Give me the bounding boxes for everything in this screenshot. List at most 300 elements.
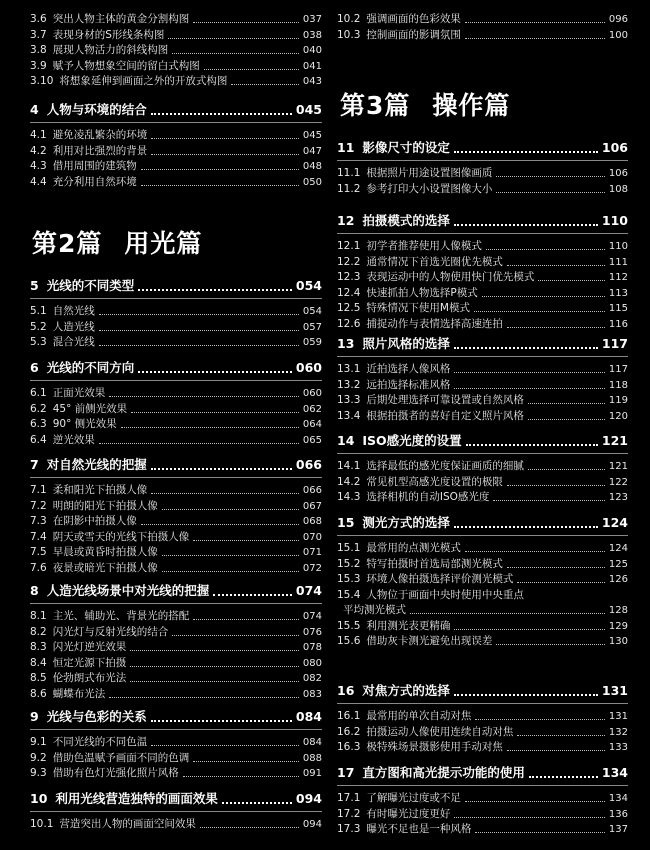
dot-leader xyxy=(183,776,299,777)
entry-page: 116 xyxy=(608,318,628,330)
toc-entry xyxy=(337,239,628,255)
entry-title: 捕捉动作与表情选择高速连拍 xyxy=(366,317,503,330)
chapter-number: 13 xyxy=(337,336,355,351)
entry-number: 3.10 xyxy=(30,75,54,87)
entry-title: 后期处理选择可靠设置或自然风格 xyxy=(366,394,524,406)
dot-leader xyxy=(528,419,605,420)
toc-entry xyxy=(30,640,322,656)
toc-chapter-13 xyxy=(337,334,628,424)
chapter-rule xyxy=(337,233,628,234)
toc-chapter-9 xyxy=(30,707,322,782)
dot-leader xyxy=(454,372,605,373)
dot-leader xyxy=(151,468,292,470)
chapter-heading xyxy=(30,276,322,296)
dot-leader xyxy=(172,53,299,54)
dot-leader xyxy=(454,224,598,226)
toc-chapter-11 xyxy=(337,138,628,197)
dot-leader xyxy=(475,832,605,833)
entry-title: 柔和阳光下拍摄人像 xyxy=(52,484,148,496)
dot-leader xyxy=(496,192,605,193)
toc-chapter-7 xyxy=(30,455,322,576)
chapter-page: 124 xyxy=(601,515,628,530)
entry-title: 借用周围的建筑物 xyxy=(52,160,137,172)
entry-title: 阴天或雪天的光线下拍摄人像 xyxy=(52,530,190,543)
entry-number: 15.1 xyxy=(337,542,361,554)
toc-entry xyxy=(337,725,628,741)
toc-entry xyxy=(337,393,628,409)
toc-entry xyxy=(30,687,322,703)
toc-entry xyxy=(337,822,628,838)
entry-title: 拍摄运动人像使用连续自动对焦 xyxy=(366,725,514,738)
entry-page: 112 xyxy=(608,272,628,283)
toc-entry xyxy=(30,74,322,90)
toc-entry xyxy=(337,709,628,725)
entry-title: 远拍选择标准风格 xyxy=(366,378,451,391)
dot-leader xyxy=(131,412,299,413)
toc-chapter-5 xyxy=(30,276,322,351)
entry-number: 5.1 xyxy=(30,305,47,317)
entry-number: 7.3 xyxy=(30,515,47,527)
dot-leader xyxy=(151,720,292,722)
chapter-rule xyxy=(337,356,628,357)
toc-entry xyxy=(30,43,322,59)
chapter-heading xyxy=(337,334,628,354)
entry-page: 054 xyxy=(302,306,322,317)
entry-number: 4.1 xyxy=(30,129,47,141)
toc-chapter-10 xyxy=(30,789,322,833)
dot-leader xyxy=(172,635,299,636)
chapter-page: 121 xyxy=(601,433,628,448)
dot-leader xyxy=(410,613,605,614)
chapter-rule xyxy=(30,380,322,381)
toc-chapter-6 xyxy=(30,358,322,448)
dot-leader xyxy=(99,345,299,346)
chapter-number: 11 xyxy=(337,140,355,155)
entry-page: 066 xyxy=(302,485,322,496)
entry-title: 参考打印大小设置图像大小 xyxy=(366,182,493,195)
part-title-2 xyxy=(32,224,202,260)
entry-number: 10.2 xyxy=(337,13,361,25)
entry-page: 048 xyxy=(302,161,322,172)
toc-entry xyxy=(337,317,628,333)
entry-number: 8.5 xyxy=(30,672,47,684)
toc-entry xyxy=(30,402,322,418)
entry-page: 128 xyxy=(608,605,628,616)
dot-leader xyxy=(162,509,299,510)
dot-leader xyxy=(465,38,605,39)
chapter-page: 060 xyxy=(295,360,322,375)
entry-title: 表现身材的S形线条构图 xyxy=(52,28,165,41)
chapter-number: 12 xyxy=(337,213,355,228)
dot-leader xyxy=(141,185,299,186)
entry-page: 113 xyxy=(608,287,628,299)
entry-page: 043 xyxy=(302,76,322,87)
chapter-rule xyxy=(30,811,322,812)
entry-title: 快速抓拍人物选择P模式 xyxy=(366,286,478,299)
chapter-title: 测光方式的选择 xyxy=(362,515,450,530)
entry-page: 106 xyxy=(608,168,628,179)
entry-title: 最常用的点测光模式 xyxy=(366,542,461,554)
entry-number: 15.3 xyxy=(337,573,361,585)
entry-title: 人物位于画面中央时使用中央重点 xyxy=(366,588,524,601)
toc-entry xyxy=(337,12,628,28)
entry-title: 近拍选择人像风格 xyxy=(366,363,451,375)
dot-leader xyxy=(138,371,292,373)
entry-number: 9.1 xyxy=(30,736,47,748)
entry-number: 12.1 xyxy=(337,240,361,252)
entry-page: 076 xyxy=(302,626,322,638)
part-name: 用光篇 xyxy=(124,229,203,258)
entry-page: 117 xyxy=(608,364,628,375)
chapter-number: 4 xyxy=(30,102,39,117)
entry-number: 16.2 xyxy=(337,725,361,738)
chapter-page: 106 xyxy=(601,140,628,155)
entry-number: 4.3 xyxy=(30,160,47,172)
dot-leader xyxy=(454,526,598,528)
entry-page: 126 xyxy=(608,574,628,585)
entry-number: 14.3 xyxy=(337,491,361,503)
toc-entry xyxy=(337,166,628,182)
entry-number: 8.3 xyxy=(30,641,47,653)
entry-number: 10.3 xyxy=(337,28,361,41)
entry-number: 8.2 xyxy=(30,625,47,638)
dot-leader xyxy=(507,750,605,751)
entry-title: 环境人像拍摄选择评价测光模式 xyxy=(366,573,514,585)
toc-entry xyxy=(30,735,322,751)
entry-page: 096 xyxy=(608,14,628,25)
entry-title: 通常情况下首选光圈优先模式 xyxy=(366,255,503,268)
entry-page: 074 xyxy=(302,611,322,622)
toc-entry xyxy=(337,270,628,286)
dot-leader xyxy=(121,427,299,428)
dot-leader xyxy=(99,443,299,444)
dot-leader xyxy=(213,594,292,596)
entry-number: 12.6 xyxy=(337,317,361,330)
toc-entries-ch3-cont xyxy=(30,12,322,90)
entry-title: 有时曝光过度更好 xyxy=(366,807,451,820)
entry-page: 110 xyxy=(608,241,628,252)
entry-page: 064 xyxy=(302,419,322,430)
dot-leader xyxy=(141,169,299,170)
entry-page: 122 xyxy=(608,476,628,488)
chapter-title: 照片风格的选择 xyxy=(362,336,450,351)
entry-title: 最常用的单次自动对焦 xyxy=(366,710,472,722)
dot-leader xyxy=(141,524,299,525)
chapter-number: 16 xyxy=(337,683,355,698)
toc-entry xyxy=(337,182,628,198)
entry-number: 13.1 xyxy=(337,363,361,375)
entry-number: 4.2 xyxy=(30,144,47,157)
entry-number: 8.1 xyxy=(30,610,47,622)
entry-number: 5.2 xyxy=(30,320,47,333)
dot-leader xyxy=(517,582,605,583)
entry-page: 084 xyxy=(302,737,322,748)
entry-page: 118 xyxy=(608,379,628,391)
chapter-title: 对自然光线的把握 xyxy=(46,457,147,472)
chapter-rule xyxy=(337,535,628,536)
part-label: 第3篇 xyxy=(340,91,411,120)
entry-title: 自然光线 xyxy=(52,305,95,317)
chapter-heading xyxy=(337,138,628,158)
toc-entry xyxy=(337,807,628,823)
dot-leader xyxy=(517,735,605,736)
dot-leader xyxy=(231,84,299,85)
toc-entry xyxy=(337,557,628,573)
entry-number: 3.9 xyxy=(30,59,47,72)
entry-page: 083 xyxy=(302,688,322,700)
toc-entry xyxy=(337,619,628,635)
dot-leader xyxy=(454,629,605,630)
part-label: 第2篇 xyxy=(32,229,103,258)
entry-page: 091 xyxy=(302,768,322,779)
chapter-title: 拍摄模式的选择 xyxy=(362,213,450,228)
toc-chapter-8 xyxy=(30,581,322,702)
chapter-number: 6 xyxy=(30,360,39,375)
entry-number: 6.4 xyxy=(30,433,47,446)
entry-number: 7.4 xyxy=(30,530,47,543)
toc-entry xyxy=(337,409,628,425)
entry-title: 蝴蝶布光法 xyxy=(52,687,106,700)
toc-chapter-15 xyxy=(337,513,628,650)
chapter-heading xyxy=(30,581,322,601)
dot-leader xyxy=(200,827,299,828)
chapter-rule xyxy=(30,729,322,730)
dot-leader xyxy=(475,719,605,720)
toc-entry xyxy=(337,740,628,756)
dot-leader xyxy=(99,314,299,315)
toc-entry xyxy=(30,499,322,515)
chapter-page: 074 xyxy=(295,583,322,598)
chapter-rule xyxy=(30,298,322,299)
toc-entry xyxy=(337,301,628,317)
dot-leader xyxy=(466,444,598,446)
entry-page: 037 xyxy=(302,14,322,25)
entry-page: 108 xyxy=(608,183,628,195)
chapter-page: 131 xyxy=(601,683,628,698)
dot-leader xyxy=(151,113,292,115)
entry-title: 特写拍摄时首选局部测光模式 xyxy=(366,557,503,570)
entry-number: 7.6 xyxy=(30,561,47,574)
entry-page: 080 xyxy=(302,657,322,669)
entry-number: 8.6 xyxy=(30,687,47,700)
chapter-heading xyxy=(337,211,628,231)
toc-entry xyxy=(30,483,322,499)
toc-entry xyxy=(30,335,322,351)
toc-entry xyxy=(337,588,628,604)
entry-page: 094 xyxy=(302,819,322,830)
entry-title: 伦勃朗式布光法 xyxy=(52,672,127,684)
dot-leader xyxy=(496,176,605,177)
entry-number: 17.3 xyxy=(337,823,361,835)
toc-entry xyxy=(30,128,322,144)
toc-entry xyxy=(30,159,322,175)
toc-chapter-4 xyxy=(30,100,322,190)
dot-leader xyxy=(528,403,605,404)
entry-number: 15.2 xyxy=(337,557,361,570)
chapter-number: 15 xyxy=(337,515,355,530)
entry-title: 人造光线 xyxy=(52,320,95,333)
toc-entry xyxy=(30,530,322,546)
entry-page: 078 xyxy=(302,642,322,653)
entry-page: 050 xyxy=(302,176,322,188)
entry-page: 125 xyxy=(608,558,628,570)
dot-leader xyxy=(474,311,605,312)
entry-title: 常见机型高感光度设置的极限 xyxy=(366,475,503,488)
entry-title: 45° 前侧光效果 xyxy=(52,402,128,415)
dot-leader xyxy=(193,619,299,620)
chapter-heading xyxy=(30,789,322,809)
toc-chapter-16 xyxy=(337,681,628,756)
entry-page: 119 xyxy=(608,395,628,406)
entry-page: 067 xyxy=(302,500,322,512)
chapter-page: 110 xyxy=(601,213,628,228)
entry-number: 15.5 xyxy=(337,619,361,632)
entry-number: 13.2 xyxy=(337,378,361,391)
entry-title: 初学者推荐使用人像模式 xyxy=(366,240,482,252)
entry-title: 展现人物活力的斜线构图 xyxy=(52,44,169,56)
dot-leader xyxy=(538,280,605,281)
toc-entry xyxy=(30,751,322,767)
dot-leader xyxy=(151,154,299,155)
entry-page: 123 xyxy=(608,492,628,503)
chapter-heading xyxy=(337,681,628,701)
entry-title: 避免凌乱繁杂的环境 xyxy=(52,129,148,141)
entry-page: 115 xyxy=(608,303,628,314)
entry-page: 057 xyxy=(302,321,322,333)
entry-number: 11.1 xyxy=(337,167,361,179)
entry-number: 9.2 xyxy=(30,751,47,764)
entry-number: 7.2 xyxy=(30,499,47,512)
chapter-page: 066 xyxy=(295,457,322,472)
entry-number: 10.1 xyxy=(30,818,54,830)
dot-leader xyxy=(162,571,299,572)
chapter-title: 光线的不同方向 xyxy=(46,360,135,375)
dot-leader xyxy=(162,555,299,556)
chapter-heading xyxy=(30,100,322,120)
entry-page: 047 xyxy=(302,145,322,157)
toc-entry xyxy=(30,175,322,191)
dot-leader xyxy=(454,817,605,818)
toc-entry xyxy=(30,561,322,577)
entry-title: 赋予人物想象空间的留白式构图 xyxy=(52,59,200,72)
entry-title: 根据拍摄者的喜好自定义照片风格 xyxy=(366,409,524,422)
entry-title: 强调画面的色彩效果 xyxy=(366,13,461,25)
entry-number: 6.2 xyxy=(30,402,47,415)
entry-page: 082 xyxy=(302,673,322,684)
chapter-number: 7 xyxy=(30,457,39,472)
entry-title: 了解曝光过度或不足 xyxy=(366,792,461,804)
entry-page: 136 xyxy=(608,808,628,820)
dot-leader xyxy=(130,681,299,682)
entry-page: 132 xyxy=(608,726,628,738)
dot-leader xyxy=(496,644,605,645)
entry-number: 3.7 xyxy=(30,28,47,41)
toc-entry xyxy=(30,386,322,402)
toc-entry xyxy=(337,286,628,302)
chapter-rule xyxy=(30,603,322,604)
toc-entry xyxy=(30,28,322,44)
entry-title: 突出人物主体的黄金分割构图 xyxy=(52,13,190,25)
toc-entry xyxy=(30,671,322,687)
toc-entry xyxy=(30,320,322,336)
chapter-title: 光线与色彩的关系 xyxy=(46,709,147,724)
chapter-page: 054 xyxy=(295,278,322,293)
toc-entry xyxy=(30,656,322,672)
chapter-title: 利用光线营造独特的画面效果 xyxy=(55,791,218,806)
entry-page: 045 xyxy=(302,130,322,141)
entry-page: 068 xyxy=(302,516,322,527)
toc-entry xyxy=(337,791,628,807)
dot-leader xyxy=(204,69,299,70)
entry-number: 3.8 xyxy=(30,44,47,56)
entry-number: 6.3 xyxy=(30,418,47,430)
entry-number: 16.3 xyxy=(337,741,361,753)
toc-entry xyxy=(337,634,628,650)
chapter-number: 10 xyxy=(30,791,48,806)
dot-leader xyxy=(193,540,299,541)
dot-leader xyxy=(168,38,299,39)
entry-page: 060 xyxy=(302,388,322,399)
dot-leader xyxy=(109,396,299,397)
entry-number: 7.1 xyxy=(30,484,47,496)
chapter-heading xyxy=(337,513,628,533)
chapter-page: 084 xyxy=(295,709,322,724)
toc-entry xyxy=(337,378,628,394)
entry-title: 将想象延伸到画面之外的开放式构图 xyxy=(59,75,228,87)
entry-title: 主光、辅助光、背景光的搭配 xyxy=(52,610,190,622)
toc-entry xyxy=(337,362,628,378)
entry-title: 90° 侧光效果 xyxy=(52,418,117,430)
chapter-title: 光线的不同类型 xyxy=(46,278,135,293)
toc-entry xyxy=(30,144,322,160)
entry-title: 早晨或黄昏时拍摄人像 xyxy=(52,546,158,558)
toc-entry xyxy=(30,12,322,28)
toc-entry xyxy=(337,28,628,44)
entry-page: 130 xyxy=(608,636,628,647)
toc-entry xyxy=(30,514,322,530)
entry-number: 5.3 xyxy=(30,336,47,348)
chapter-title: 人造光线场景中对光线的把握 xyxy=(46,583,210,598)
chapter-number: 14 xyxy=(337,433,355,448)
entry-title: 营造突出人物的画面空间效果 xyxy=(59,818,196,830)
toc-chapter-12 xyxy=(337,211,628,332)
dot-leader xyxy=(130,650,299,651)
toc-entry xyxy=(30,817,322,833)
entry-number: 13.4 xyxy=(337,409,361,422)
entry-number: 6.1 xyxy=(30,387,47,399)
entry-title: 极特殊场景摄影使用手动对焦 xyxy=(366,741,503,753)
chapter-heading xyxy=(337,431,628,451)
toc-entry xyxy=(30,417,322,433)
entry-title: 借助色温赋予画面不同的色调 xyxy=(52,751,190,764)
entry-page: 072 xyxy=(302,562,322,574)
chapter-rule xyxy=(337,785,628,786)
chapter-page: 134 xyxy=(601,765,628,780)
dot-leader xyxy=(151,138,299,139)
dot-leader xyxy=(130,666,299,667)
entry-title: 在阴影中拍摄人像 xyxy=(52,515,137,527)
entry-title: 选择相机的自动ISO感光度 xyxy=(366,491,490,503)
entry-title: 平均测光模式 xyxy=(343,604,406,616)
entry-title: 充分利用自然环境 xyxy=(52,175,137,188)
chapter-rule xyxy=(337,703,628,704)
entry-page: 129 xyxy=(608,620,628,632)
entry-page: 134 xyxy=(608,793,628,804)
dot-leader xyxy=(528,469,605,470)
toc-entry xyxy=(30,545,322,561)
chapter-number: 9 xyxy=(30,709,39,724)
toc-chapter-14 xyxy=(337,431,628,506)
